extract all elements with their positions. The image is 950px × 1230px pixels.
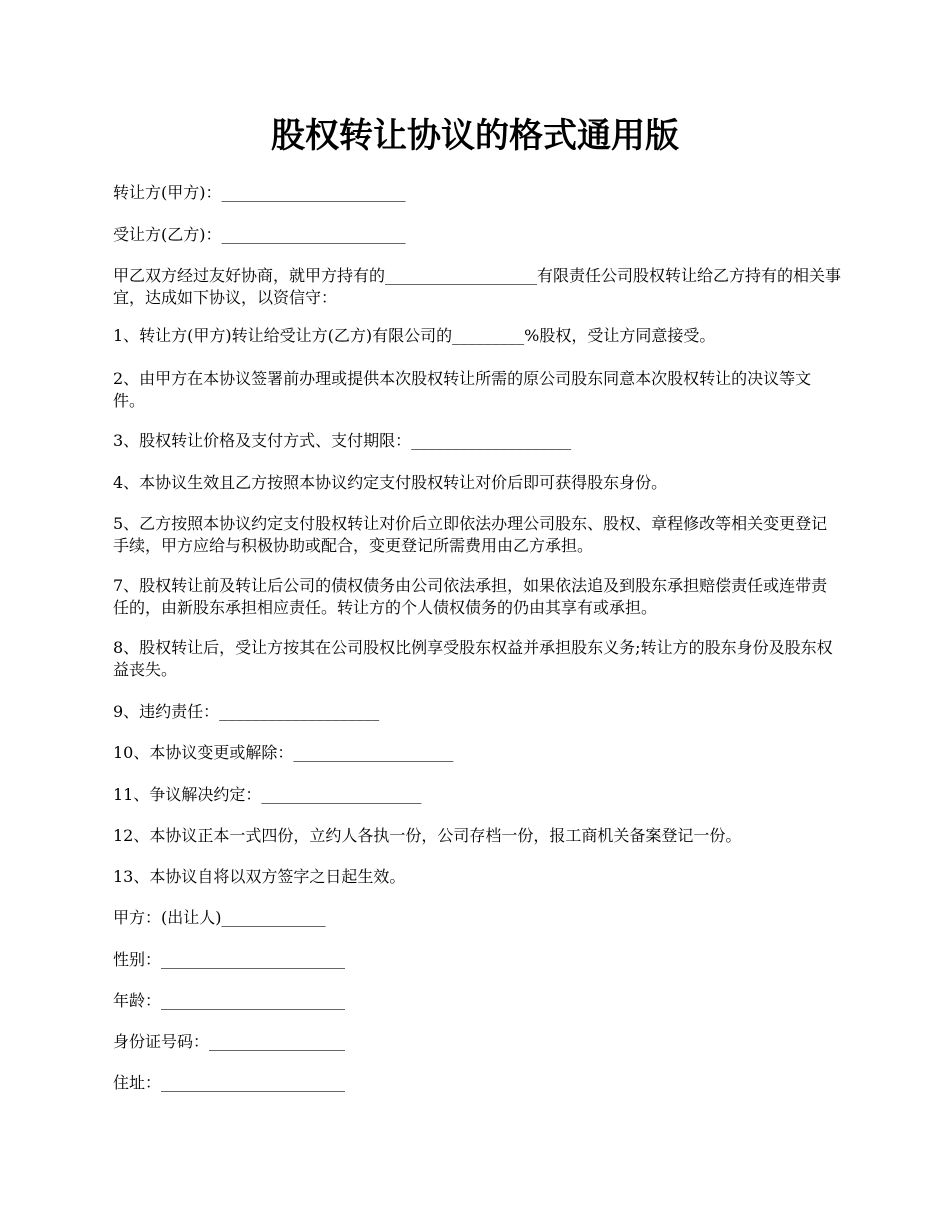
clause-3: 3、股权转让价格及支付方式、支付期限：____________________	[113, 431, 572, 450]
field-address: 住址：_______________________	[113, 1073, 346, 1092]
clause-7: 7、股权转让前及转让后公司的债权债务由公司依法承担，如果依法追及到股东承担赔偿责任或连带责任的，由新股东承担相应责任。转让方的个人债权债务的仍由其享有或承担。	[113, 576, 828, 617]
clause-4: 4、本协议生效且乙方按照本协议约定支付股权转让对价后即可获得股东身份。	[113, 473, 668, 492]
clause-1: 1、转让方(甲方)转让给受让方(乙方)有限公司的_________%股权，受让方同意接受。	[113, 326, 716, 345]
clause-5: 5、乙方按照本协议约定支付股权转让对价后立即依法办理公司股东、股权、章程修改等相关变更登记手续，甲方应给与积极协助或配合，变更登记所需费用由乙方承担。	[113, 514, 828, 555]
clause-2: 2、由甲方在本协议签署前办理或提供本次股权转让所需的原公司股东同意本次股权转让的决议等文件。	[113, 369, 812, 410]
field-id-number: 身份证号码：_________________	[113, 1032, 346, 1051]
clause-10: 10、本协议变更或解除：____________________	[113, 743, 454, 762]
clause-11: 11、争议解决约定：____________________	[113, 785, 422, 804]
clause-13: 13、本协议自将以双方签字之日起生效。	[113, 867, 406, 886]
signature-party-a: 甲方：(出让人)_____________	[113, 908, 326, 927]
paragraph-transferor: 转让方(甲方)：_______________________	[113, 183, 406, 202]
clause-9: 9、违约责任：____________________	[113, 702, 380, 721]
field-gender: 性别：_______________________	[113, 950, 346, 969]
document-title: 股权转让协议的格式通用版	[271, 116, 679, 156]
clause-8: 8、股权转让后，受让方按其在公司股权比例享受股东权益并承担股东义务;转让方的股东身份及股东权益丧失。	[113, 638, 833, 679]
field-age: 年龄：_______________________	[113, 991, 346, 1010]
clause-12: 12、本协议正本一式四份，立约人各执一份，公司存档一份，报工商机关备案登记一份。	[113, 826, 742, 845]
paragraph-transferee: 受让方(乙方)：_______________________	[113, 225, 406, 244]
paragraph-preamble: 甲乙双方经过友好协商，就甲方持有的___________________有限责任公司股权转让给乙方持有的相关事宜，达成如下协议，以资信守：	[113, 266, 842, 307]
